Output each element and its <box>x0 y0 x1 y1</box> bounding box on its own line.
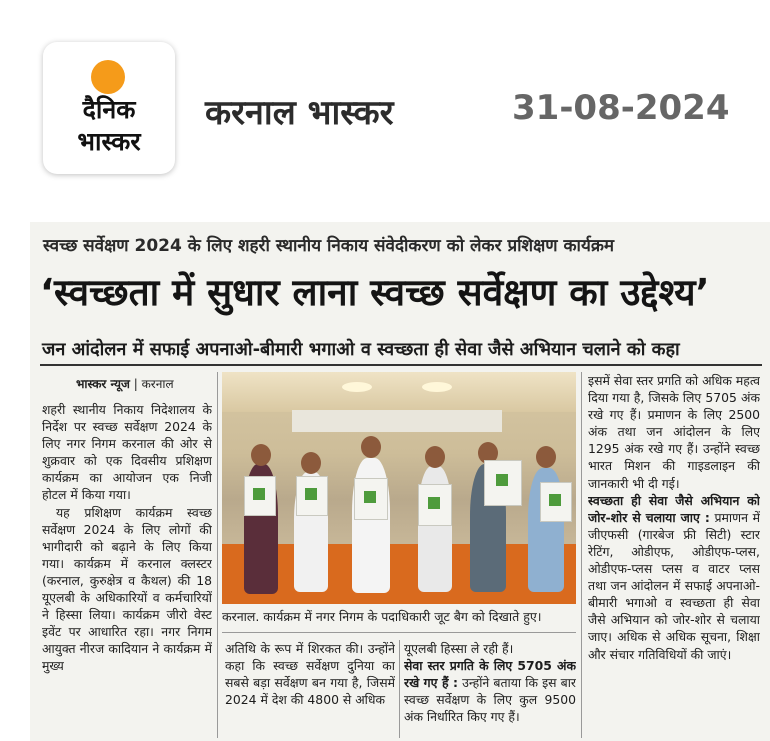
paragraph: अतिथि के रूप में शिरकत की। उन्होंने कहा कि स्वच्छ सर्वेक्षण दुनिया का सबसे बड़ा सर्वेक्षण बन गया है, जिसमें 2024 में देश की 4800 से अधिक <box>225 641 395 708</box>
paragraph: यूएलबी हिस्सा ले रही हैं। <box>404 641 514 656</box>
subheading: सेवा स्तर प्रगति के लिए 5705 अंक रखे गए हैं : <box>404 658 576 691</box>
sun-icon <box>91 60 125 94</box>
jute-bag-logo <box>305 488 317 500</box>
logo-text-line1: दैनिक <box>82 95 136 124</box>
photo-lamp <box>342 382 372 392</box>
edition-date: 31-08-2024 <box>512 88 730 128</box>
article-column-2 <box>225 640 395 738</box>
paragraph: यह प्रशिक्षण कार्यक्रम स्वच्छ सर्वेक्षण 2024 के लिए लोगों की भागीदारी को बढ़ाने के लिए किया गया। कार्यक्रम में करनाल क्लस्टर (करनाल, कुरुक्षेत्र व कैथल) की 18 यूएलबी के अधिकारियों व कर्मचारियों ने हिस्सा लिया। कार्यक्रम जीरो वेस्ट इवेंट पर आधारित रहा। नगर निगम आयुक्त नीरज कादियान ने कार्यक्रम में मुख्य <box>42 504 212 674</box>
paragraph: शहरी स्थानीय निकाय निदेशालय के निर्देश पर स्वच्छ सर्वेक्षण 2024 के लिए नगर निगम करनाल की ओर से शुक्रवार को एक दिवसीय प्रशिक्षण कार्यक्रम का आयोजन एक निजी होटल में किया गया। <box>42 402 212 503</box>
subheading: स्वच्छता ही सेवा जैसे अभियान को जोर-शोर से चलाया जाए : <box>588 492 760 525</box>
dainik-bhaskar-logo <box>43 42 175 174</box>
byline-source: भास्कर न्यूज <box>76 377 130 391</box>
photo-banner <box>292 410 502 432</box>
article-subhead: जन आंदोलन में सफाई अपनाओ-बीमारी भगाओ व स्वच्छता ही सेवा जैसे अभियान चलाने को कहा <box>42 339 680 360</box>
jute-bag-logo <box>496 474 508 486</box>
photo-person-head <box>361 436 381 458</box>
column-separator <box>217 372 218 738</box>
paragraph: उन्होंने बताया कि इस बार स्वच्छ सर्वेक्षण के लिए कुल 9500 अंक निर्धारित किए गए हैं। <box>404 675 576 725</box>
column-separator <box>581 372 582 738</box>
byline: भास्कर न्यूज | करनाल <box>76 377 174 391</box>
jute-bag-logo <box>428 497 440 509</box>
jute-bag-logo <box>549 494 561 506</box>
article-headline: ‘स्वच्छता में सुधार लाना स्वच्छ सर्वेक्षण का उद्देश्य’ <box>40 271 710 314</box>
article-kicker: स्वच्छ सर्वेक्षण 2024 के लिए शहरी स्थानीय निकाय संवेदीकरण को लेकर प्रशिक्षण कार्यक्रम <box>43 236 615 256</box>
photo-lamp <box>422 382 452 392</box>
paragraph: प्रमाणन में जीएफसी (गारबेज फ्री सिटी) स्टार रेटिंग, ओडीएफ, ओडीएफ-प्लस, ओडीएफ-प्लस प्लस व वाटर प्लस तथा जन आंदोलन में सफाई अपनाओ-बीमारी भगाओ व स्वच्छता ही सेवा जैसे अभियान को जोर-शोर से चलाया जाए। अधिक से अधिक सूचना, शिक्षा और संचार गतिविधियों की जाएं। <box>588 509 760 662</box>
column-separator <box>399 640 400 738</box>
byline-place: करनाल <box>141 377 174 391</box>
jute-bag-logo <box>364 491 376 503</box>
article-column-3 <box>404 640 576 738</box>
edition-title: करनाल भास्कर <box>205 93 394 133</box>
logo-text-line2: भास्कर <box>77 127 141 156</box>
photo-person-head <box>425 446 445 468</box>
caption-divider <box>222 632 576 633</box>
article-column-4 <box>588 372 760 738</box>
article-column-1 <box>42 401 212 737</box>
photo-person-head <box>536 446 556 468</box>
paragraph: इसमें सेवा स्तर प्रगति को अधिक महत्व दिया गया है, जिसके लिए 5705 अंक रखे गए हैं। प्रमाणन के लिए 2500 अंक तथा जन आंदोलन के लिए 1295 अंक रखे गए हैं। उन्होंने स्वच्छ भारत मिशन की गाइडलाइन की जानकारी भी दी गई। <box>588 373 760 491</box>
divider <box>40 364 762 366</box>
jute-bag-logo <box>253 488 265 500</box>
photo-ceiling <box>222 372 576 412</box>
photo-caption: करनाल. कार्यक्रम में नगर निगम के पदाधिकारी जूट बैग को दिखाते हुए। <box>222 609 542 624</box>
event-photo <box>222 372 576 604</box>
photo-person-head <box>251 444 271 466</box>
photo-person-head <box>301 452 321 474</box>
